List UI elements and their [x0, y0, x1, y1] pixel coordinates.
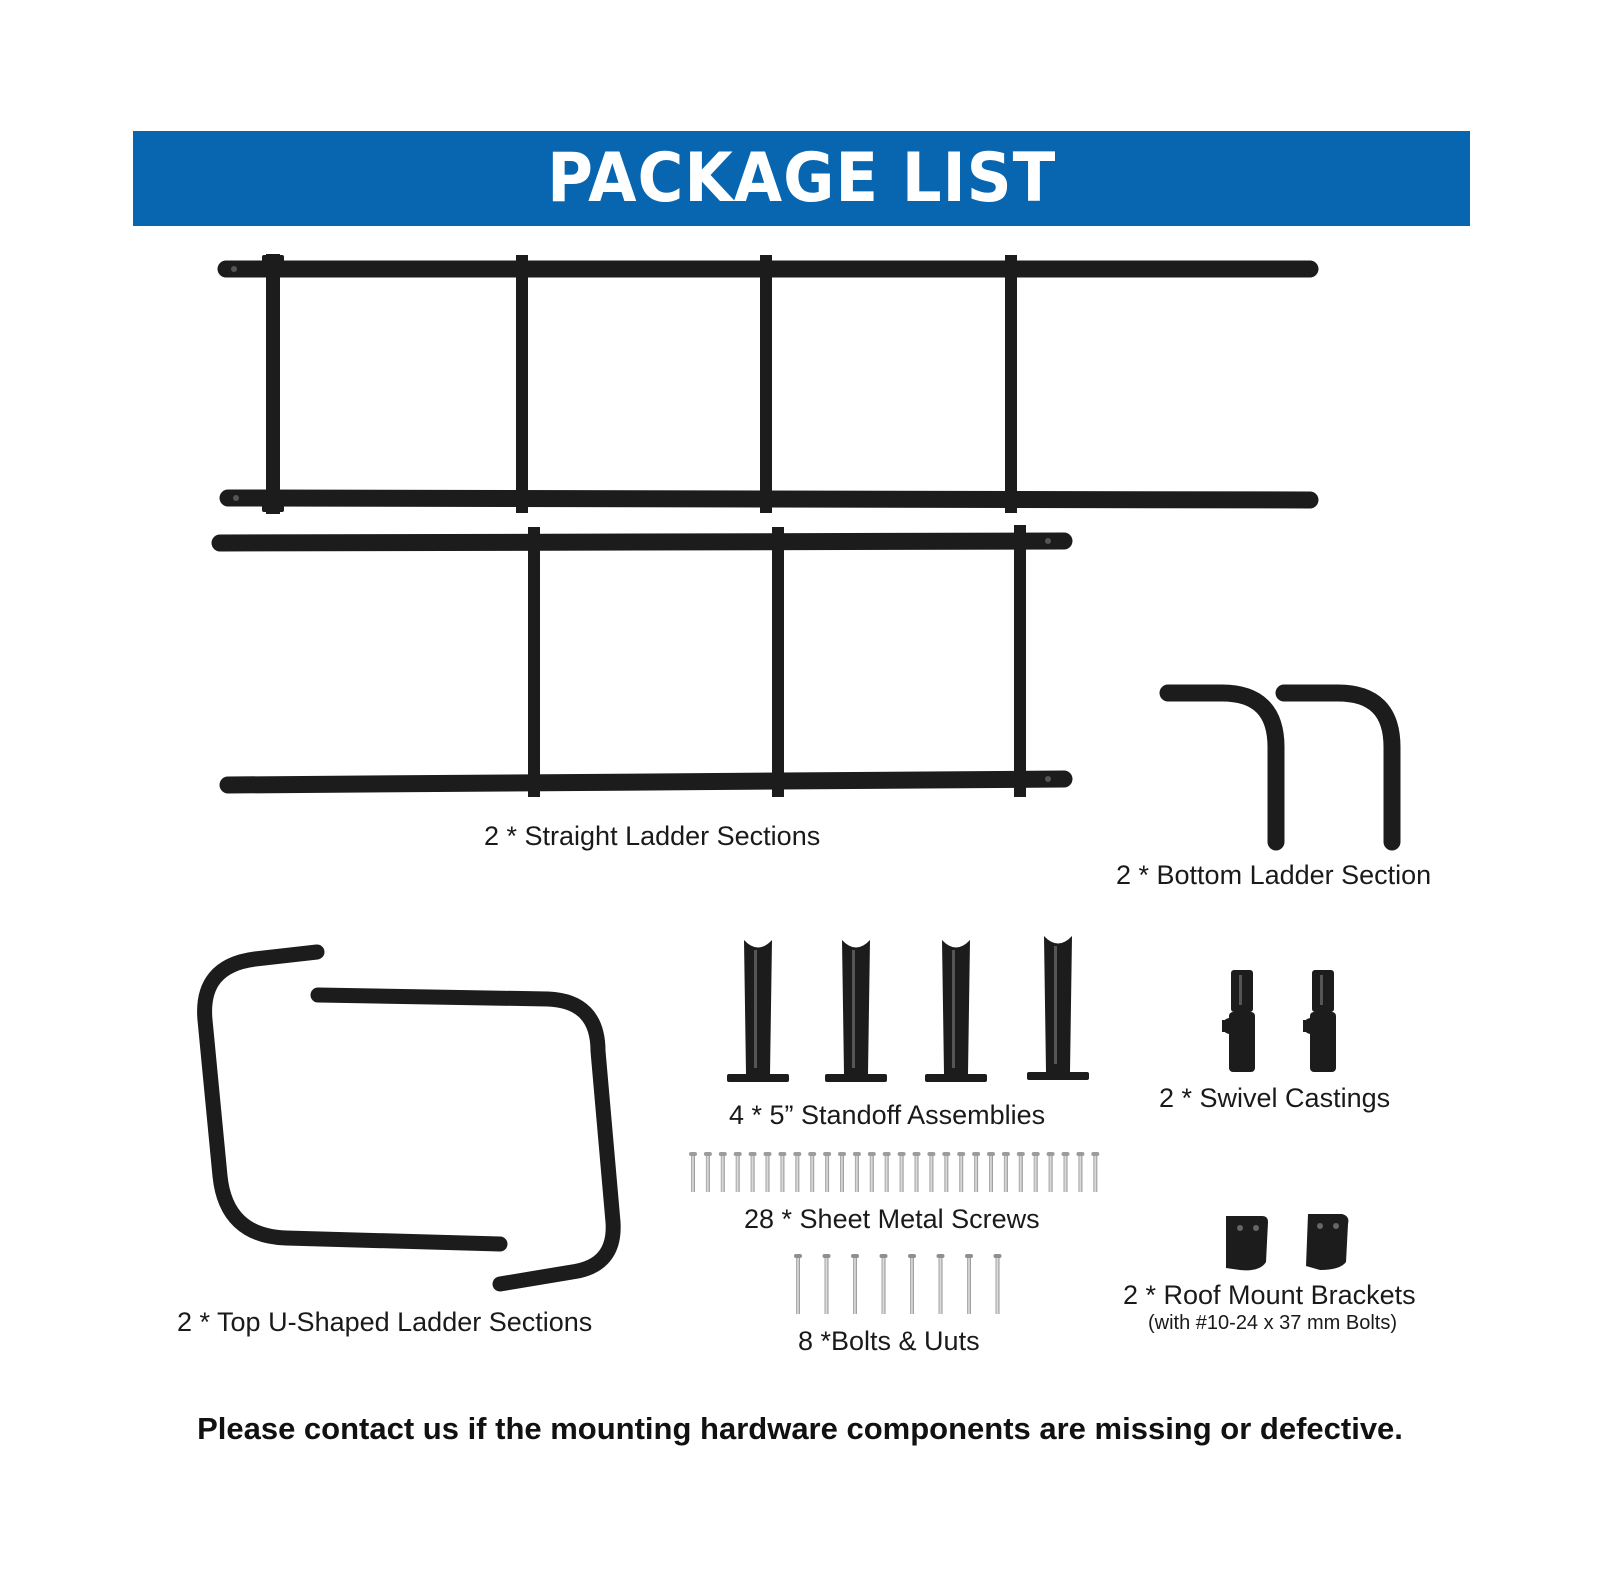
- bottom-ladder-icon: [1168, 693, 1392, 842]
- bolts-label: 8 *Bolts & Uuts: [798, 1326, 980, 1356]
- screws-label: 28 * Sheet Metal Screws: [744, 1204, 1040, 1234]
- standoff-label: 4 * 5” Standoff Assemblies: [729, 1100, 1046, 1130]
- screw: [734, 1152, 742, 1192]
- screw: [942, 1152, 950, 1192]
- screw: [1091, 1152, 1099, 1192]
- screw: [1032, 1152, 1040, 1192]
- screw: [987, 1152, 995, 1192]
- screw: [793, 1152, 801, 1192]
- screw: [838, 1152, 846, 1192]
- swivel-casting-icon: [1222, 970, 1336, 1072]
- screw: [853, 1152, 861, 1192]
- top-u-shaped-label: 2 * Top U-Shaped Ladder Sections: [177, 1307, 593, 1337]
- screw-icon: [689, 1152, 1099, 1192]
- bolt: [965, 1254, 973, 1314]
- swivel-label: 2 * Swivel Castings: [1159, 1083, 1391, 1113]
- screw: [868, 1152, 876, 1192]
- screw: [913, 1152, 921, 1192]
- bolt: [823, 1254, 831, 1314]
- screw: [883, 1152, 891, 1192]
- screw: [898, 1152, 906, 1192]
- straight-ladder-icon: [220, 525, 1064, 797]
- bolt: [937, 1254, 945, 1314]
- screw: [704, 1152, 712, 1192]
- bottom-ladder-label: 2 * Bottom Ladder Section: [1116, 860, 1432, 890]
- screw: [749, 1152, 757, 1192]
- bolt: [994, 1254, 1002, 1314]
- bracket-icon: [1226, 1214, 1348, 1270]
- screw: [689, 1152, 697, 1192]
- screw: [1076, 1152, 1084, 1192]
- bolt: [851, 1254, 859, 1314]
- screw: [1062, 1152, 1070, 1192]
- missing-hardware-notice: Please contact us if the mounting hardware components are missing or defective.: [197, 1411, 1403, 1446]
- screw: [957, 1152, 965, 1192]
- straight-ladder-label: 2 * Straight Ladder Sections: [484, 821, 821, 851]
- screw: [719, 1152, 727, 1192]
- bolt: [794, 1254, 802, 1314]
- roof-brackets-label: 2 * Roof Mount Brackets: [1123, 1280, 1416, 1310]
- screw: [927, 1152, 935, 1192]
- screw: [778, 1152, 786, 1192]
- bolt: [880, 1254, 888, 1314]
- screw: [972, 1152, 980, 1192]
- screw: [1047, 1152, 1055, 1192]
- screw: [764, 1152, 772, 1192]
- bolt: [908, 1254, 916, 1314]
- bolt-icon: [794, 1254, 1002, 1314]
- screw: [808, 1152, 816, 1192]
- banner-title: PACKAGE LIST: [546, 139, 1057, 218]
- u-shaped-ladder-icon: [205, 952, 614, 1284]
- straight-ladder-icon: [226, 254, 1310, 514]
- roof-brackets-note: (with #10-24 x 37 mm Bolts): [1148, 1312, 1397, 1334]
- standoff-icon: [727, 936, 1089, 1082]
- screw: [823, 1152, 831, 1192]
- screw: [1002, 1152, 1010, 1192]
- screw: [1017, 1152, 1025, 1192]
